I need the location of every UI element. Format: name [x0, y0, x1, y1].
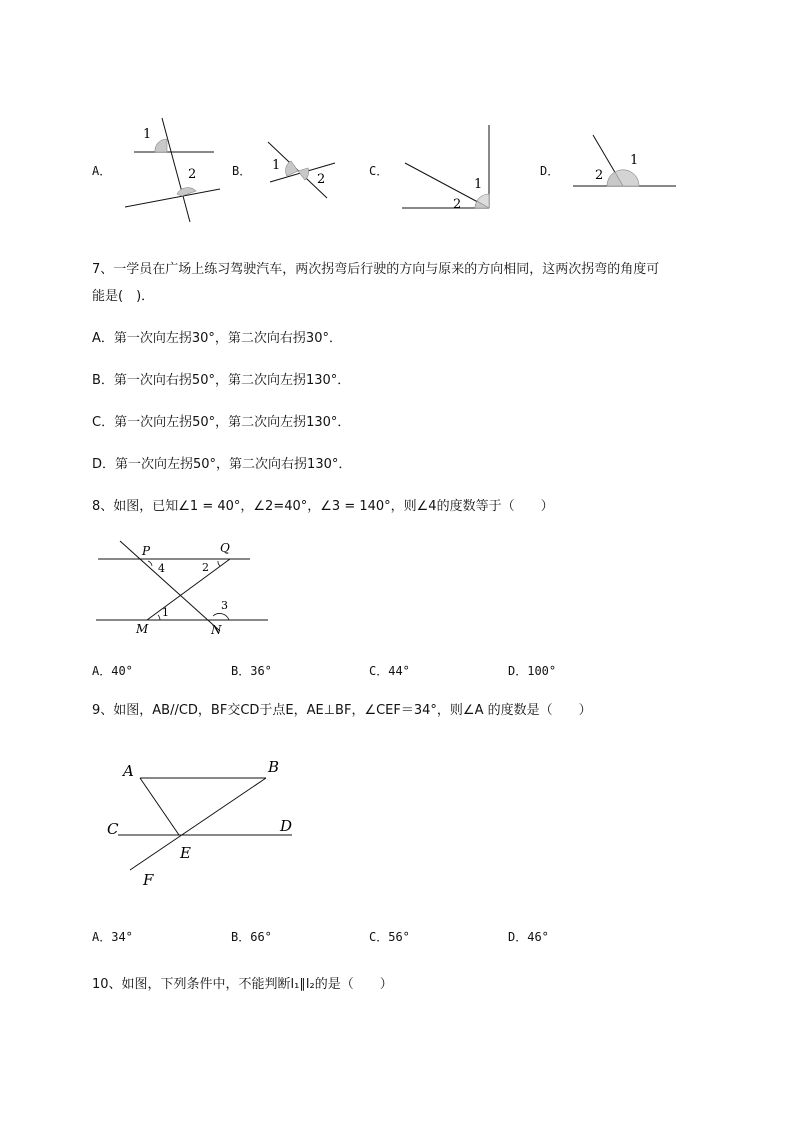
q6-option-c-letter[interactable]: C． [369, 164, 389, 178]
q9-text: 9、如图，AB//CD，BF交CD于点E，AE⊥BF，∠CEF＝34°，则∠A 的度数是（ ） [92, 703, 592, 718]
q9-label-b: B [268, 758, 280, 776]
q6b-angle2: 2 [317, 172, 326, 187]
q7-choice-b[interactable]: B．第一次向右拐50°，第二次向左拐130°． [92, 373, 351, 388]
q6d-angle1: 1 [630, 153, 639, 168]
q7-text-line2: 能是( )． [92, 289, 155, 304]
q8-angle4: 4 [158, 562, 165, 575]
q9-label-d: D [280, 817, 293, 835]
q9-label-e: E [180, 844, 191, 862]
q6b-angle1: 1 [272, 158, 281, 173]
q9-label-a: A [123, 762, 134, 780]
q8-label-p: P [142, 544, 151, 558]
q9-choice-c[interactable]: C．56° [369, 930, 410, 944]
q8-choice-d[interactable]: D．100° [508, 664, 557, 678]
q8-choice-b[interactable]: B．36° [231, 664, 272, 678]
q6-option-a-letter[interactable]: A． [92, 164, 112, 178]
q6-figure-c [395, 120, 500, 215]
q8-text: 8、如图，已知∠1 = 40°，∠2=40°，∠3 = 140°，则∠4的度数等于（ ） [92, 499, 554, 514]
q8-angle1: 1 [162, 606, 169, 619]
q8-choice-c[interactable]: C．44° [369, 664, 410, 678]
q7-choice-c[interactable]: C．第一次向左拐50°，第二次向左拐130°． [92, 415, 351, 430]
q6a-angle1: 1 [143, 127, 152, 142]
q6-option-b-letter[interactable]: B． [232, 164, 252, 178]
q6-figure-b [255, 130, 345, 205]
q8-choice-a[interactable]: A．40° [92, 664, 133, 678]
q6-figure-a [110, 110, 230, 225]
q8-figure [92, 535, 277, 640]
q8-angle3: 3 [221, 599, 228, 612]
q7-choice-d[interactable]: D．第一次向左拐50°，第二次向右拐130°． [92, 457, 352, 472]
q9-choice-a[interactable]: A．34° [92, 930, 133, 944]
q6c-angle2: 2 [453, 197, 462, 212]
q9-label-c: C [107, 820, 119, 838]
q6a-angle2: 2 [188, 167, 197, 182]
q8-label-n: N [211, 623, 222, 637]
q9-choice-b[interactable]: B．66° [231, 930, 272, 944]
q6c-angle1: 1 [474, 177, 483, 192]
q10-text: 10、如图，下列条件中，不能判断l₁∥l₂的是（ ） [92, 977, 393, 992]
q8-label-q: Q [220, 541, 230, 555]
q9-label-f: F [143, 871, 154, 889]
q6d-angle2: 2 [595, 168, 604, 183]
q8-angle2: 2 [202, 561, 209, 574]
q9-figure [100, 755, 305, 895]
q8-label-m: M [136, 622, 149, 636]
q7-text-line1: 7、一学员在广场上练习驾驶汽车，两次拐弯后行驶的方向与原来的方向相同，这两次拐弯的角度可 [92, 262, 660, 277]
q6-option-d-letter[interactable]: D． [540, 164, 560, 178]
q9-choice-d[interactable]: D．46° [508, 930, 549, 944]
q6-figure-d [568, 125, 683, 195]
q7-choice-a[interactable]: A．第一次向左拐30°，第二次向右拐30°． [92, 331, 342, 346]
